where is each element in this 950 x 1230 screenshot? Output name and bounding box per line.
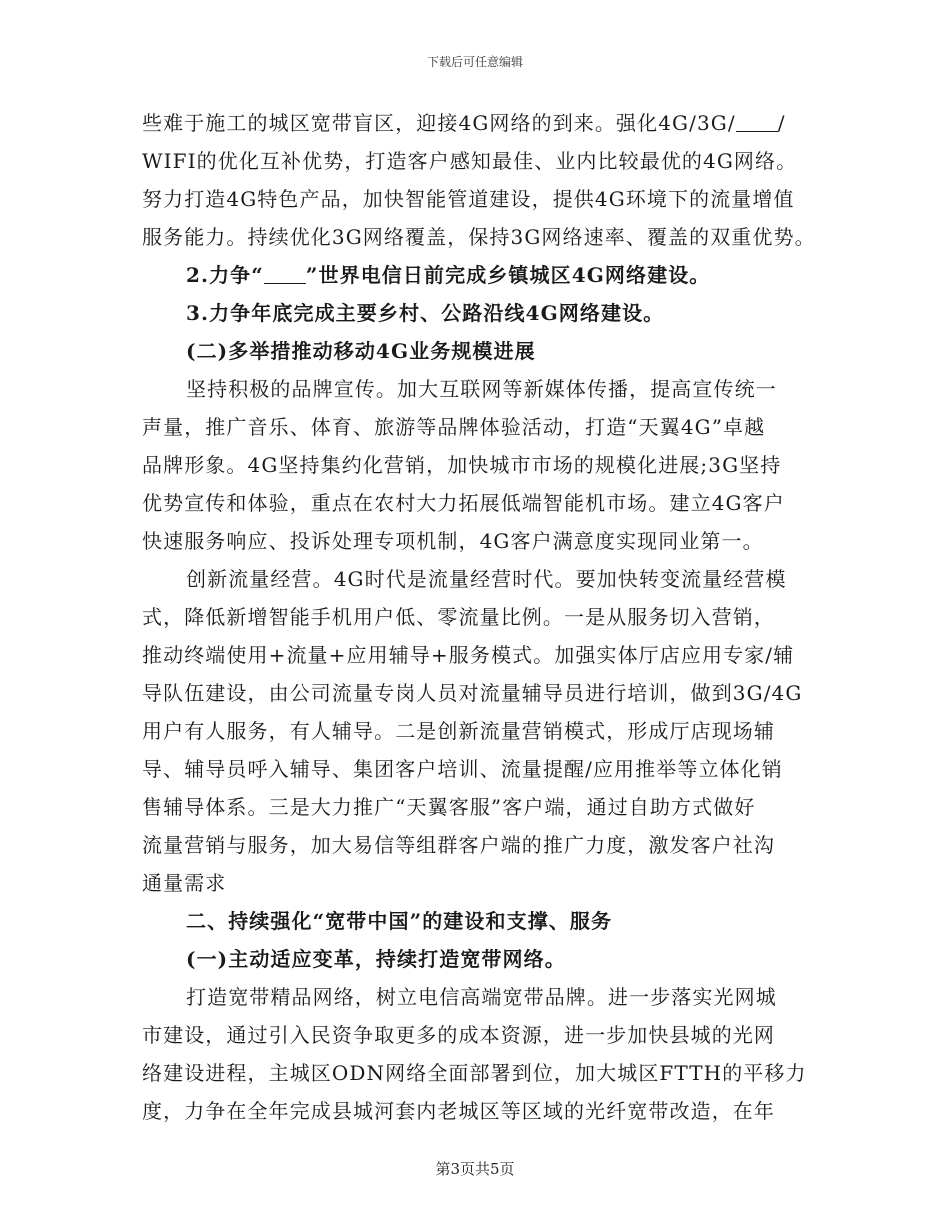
text-line: 度，力争在全年完成县城河套内老城区等区域的光纤宽带改造，在年 (142, 1099, 775, 1123)
paragraph-start: 打造宽带精品网络，树立电信高端宽带品牌。进一步落实光网城 (186, 985, 777, 1009)
text-line: 快速服务响应、投诉处理专项机制，4G客户满意度实现同业第一。 (142, 529, 764, 553)
blank-underline (264, 261, 306, 284)
text-line: 用户有人服务，有人辅导。二是创新流量营销模式，形成厅店现场辅 (142, 719, 775, 743)
text-line: 品牌形象。4G坚持集约化营销，加快城市市场的规模化进展;3G坚持 (142, 453, 782, 477)
text-line: 优势宣传和体验，重点在农村大力拓展低端智能机市场。建立4G客户 (142, 491, 785, 515)
paragraph-start: 创新流量经营。4G时代是流量经营时代。要加快转变流量经营模 (186, 567, 787, 591)
paragraph-start: 坚持积极的品牌宣传。加大互联网等新媒体传播，提高宣传统一 (186, 377, 777, 401)
text-line: 通量需求 (142, 871, 227, 895)
text-line: 市建设，通过引入民资争取更多的成本资源，进一步加快县城的光网 (142, 1023, 775, 1047)
page-footer: 第3页共5页 (435, 1160, 515, 1178)
text-line: 努力打造4G特色产品，加快智能管道建设，提供4G环境下的流量增值 (142, 187, 795, 211)
text-line: 售辅导体系。三是大力推广“天翼客服”客户端，通过自助方式做好 (142, 795, 756, 819)
text-line: 导、辅导员呼入辅导、集团客户培训、流量提醒/应用推举等立体化销 (142, 757, 783, 781)
list-item-heading: 3.力争年底完成主要乡村、公路沿线4G网络建设。 (186, 301, 665, 325)
page-header: 下载后可任意编辑 (426, 55, 523, 69)
text-line: 声量，推广音乐、体育、旅游等品牌体验活动，打造“天翼4G”卓越 (142, 415, 766, 439)
text-line: 式，降低新增智能手机用户低、零流量比例。一是从服务切入营销， (142, 605, 775, 629)
list-item-heading: 2.力争“ ”世界电信日前完成乡镇城区4G网络建设。 (186, 263, 711, 287)
chapter-heading: 二、持续强化“宽带中国”的建设和支撑、服务 (186, 909, 613, 933)
section-heading: (二)多举措推动移动4G业务规模进展 (186, 339, 536, 363)
blank-underline (736, 109, 778, 132)
text-line: 流量营销与服务，加大易信等组群客户端的推广力度，激发客户社沟 (142, 833, 775, 857)
text-line: WIFI的优化互补优势，打造客户感知最佳、业内比较最优的4G网络。 (142, 149, 798, 173)
text-line: 推动终端使用+流量+应用辅导+服务模式。加强实体厅店应用专家/辅 (142, 643, 795, 667)
text-line: 络建设进程，主城区ODN网络全面部署到位，加大城区FTTH的平移力 (142, 1061, 807, 1085)
document-body (142, 104, 822, 1130)
section-heading: (一)主动适应变革，持续打造宽带网络。 (186, 947, 566, 971)
text-line: 些难于施工的城区宽带盲区，迎接4G网络的到来。强化4G/3G/ / (142, 111, 786, 135)
text-line: 服务能力。持续优化3G网络覆盖，保持3G网络速率、覆盖的双重优势。 (142, 225, 816, 249)
text-line: 导队伍建设，由公司流量专岗人员对流量辅导员进行培训，做到3G/4G (142, 681, 803, 705)
